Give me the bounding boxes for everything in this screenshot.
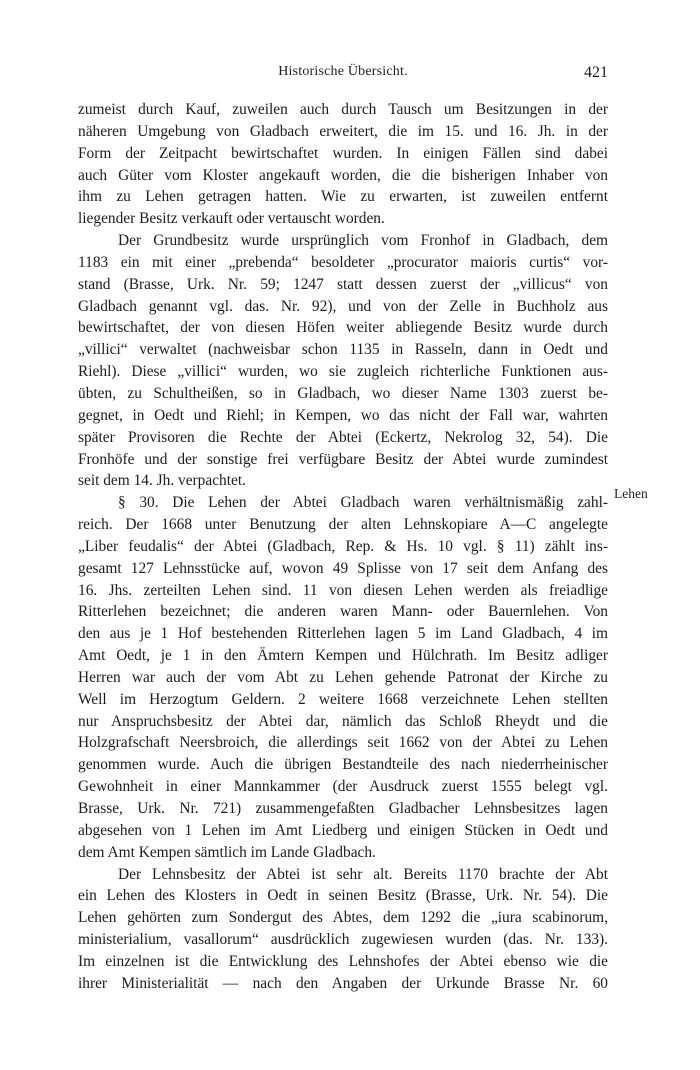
text-line: ihm zu Lehen getragen hatten. Wie zu erwarten, ist zuweilen entfernt: [78, 188, 608, 206]
text-line: Gewohnheit in einer Mannkammer (der Ausdruck zuerst 1555 belegt vgl.: [78, 778, 608, 796]
text-line: Herren war auch der vom Abt zu Lehen gehende Patronat der Kirche zu: [78, 668, 608, 686]
text-line: dem Amt Kempen sämtlich im Lande Gladbach.: [78, 843, 376, 861]
page-number: 421: [584, 64, 608, 81]
text-line: Ritterlehen bezeichnet; die anderen waren Mann- oder Bauernlehen. Von: [78, 603, 608, 621]
text-line: stand (Brasse, Urk. Nr. 59; 1247 statt dessen zuerst der „villicus“ von: [78, 275, 608, 293]
text-line: reich. Der 1668 unter Benutzung der alten Lehnskopiare A—C angelegte: [78, 516, 608, 534]
running-title: Historische Übersicht.: [278, 64, 408, 79]
paragraph-3: [78, 492, 608, 863]
text-line: „Liber feudalis“ der Abtei (Gladbach, Rep. & Hs. 10 vgl. § 11) zählt ins-: [78, 537, 608, 555]
page-header: [78, 64, 608, 86]
paragraph-2: [78, 230, 608, 492]
text-line: Gladbach genannt vgl. das. Nr. 92), und von der Zelle in Buchholz aus: [78, 297, 608, 315]
text-line: 1183 ein mit einer „prebenda“ besoldeter „procurator maioris curtis“ vor-: [78, 253, 608, 271]
paragraph-4: [78, 864, 608, 995]
text-line: Form der Zeitpacht bewirtschaftet wurden. In einigen Fällen sind dabei: [78, 144, 608, 162]
text-line: § 30. Die Lehen der Abtei Gladbach waren verhältnismäßig zahl-: [118, 494, 608, 512]
text-line: ministerialium, vasallorum“ ausdrücklich zugewiesen wurden (das. Nr. 133).: [78, 931, 608, 949]
text-line: Holzgrafschaft Neersbroich, die allerdings seit 1662 von der Abtei zu Lehen: [78, 734, 608, 752]
text-line: gesamt 127 Lehnsstücke auf, wovon 49 Splisse von 17 seit dem Anfang des: [78, 559, 608, 577]
text-line: später Provisoren die Rechte der Abtei (Eckertz, Nekrolog 32, 54). Die: [78, 428, 608, 446]
text-line: bewirtschaftet, der von diesen Höfen weiter abliegende Besitz wurde durch: [78, 319, 608, 337]
text-line: Amt Oedt, je 1 in den Ämtern Kempen und Hülchrath. Im Besitz adliger: [78, 647, 608, 665]
text-line: Riehl). Diese „villici“ wurden, wo sie zugleich richterliche Funktionen aus-: [78, 363, 608, 381]
text-line: Im einzelnen ist die Entwicklung des Lehnshofes der Abtei ebenso wie die: [78, 952, 608, 970]
text-line: zumeist durch Kauf, zuweilen auch durch Tausch um Besitzungen in der: [78, 101, 608, 118]
margin-note-lehen: Lehen: [614, 486, 648, 501]
text-line: seit dem 14. Jh. verpachtet.: [78, 472, 246, 490]
text-line: Lehen gehörten zum Sondergut des Abtes, dem 1292 die „iura scabinorum,: [78, 909, 608, 927]
text-line: ein Lehen des Klosters in Oedt in seinen Besitz (Brasse, Urk. Nr. 54). Die: [78, 887, 608, 905]
text-line: ihrer Ministerialität — nach den Angaben der Urkunde Brasse Nr. 60: [78, 974, 608, 992]
text-line: nur Anspruchsbesitz der Abtei dar, nämlich das Schloß Rheydt und die: [78, 712, 608, 730]
text-line: „villici“ verwaltet (nachweisbar schon 1135 in Rasseln, dann in Oedt und: [78, 341, 608, 359]
text-line: liegender Besitz verkauft oder vertauscht worden.: [78, 210, 385, 228]
text-line: Der Grundbesitz wurde ursprünglich vom Fronhof in Gladbach, dem: [118, 232, 608, 250]
text-line: gegnet, in Oedt und Riehl; in Kempen, wo das nicht der Fall war, wahrten: [78, 406, 608, 424]
text-line: Der Lehnsbesitz der Abtei ist sehr alt. Bereits 1170 brachte der Abt: [118, 865, 608, 883]
text-line: näheren Umgebung von Gladbach erweitert, die im 15. und 16. Jh. in der: [78, 122, 608, 140]
text-line: Brasse, Urk. Nr. 721) zusammengefaßten Gladbacher Lehnsbesitzes lagen: [78, 800, 608, 817]
text-line: übten, zu Schultheißen, so in Gladbach, wo dieser Name 1303 zuerst be-: [78, 384, 608, 402]
text-line: den aus je 1 Hof bestehenden Ritterlehen lagen 5 im Land Gladbach, 4 im: [78, 625, 608, 643]
text-line: auch Güter vom Kloster angekauft worden, die die bisherigen Inhaber von: [78, 166, 608, 184]
text-line: abgesehen von 1 Lehen im Amt Liedberg und einigen Stücken in Oedt und: [78, 821, 608, 839]
text-line: Fronhöfe und der sonstige frei verfügbare Besitz der Abtei wurde zumindest: [78, 450, 608, 468]
paragraph-1: [78, 99, 608, 230]
text-line: Well im Herzogtum Geldern. 2 weitere 1668 verzeichnete Lehen stellten: [78, 690, 608, 708]
body-text: [78, 99, 608, 995]
text-line: genommen wurde. Auch die übrigen Bestandteile des nach niederrheinischer: [78, 756, 608, 774]
text-line: 16. Jhs. zerteilten Lehen sind. 11 von diesen Lehen werden als freiadlige: [78, 581, 608, 599]
